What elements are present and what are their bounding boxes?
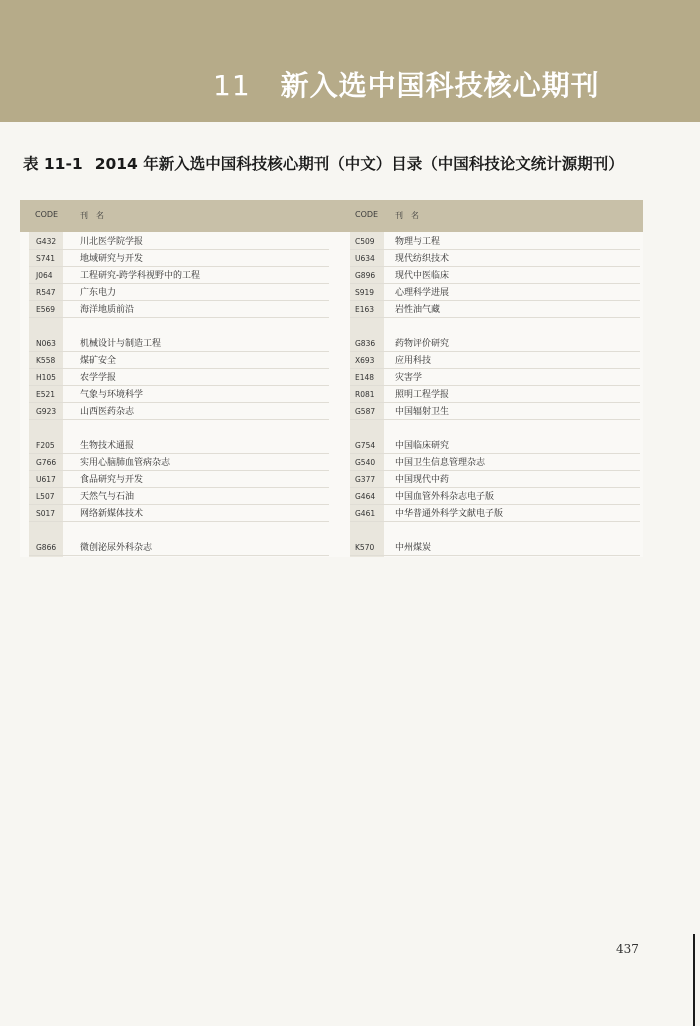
journal-code-right: R081	[355, 390, 375, 399]
journal-name-right: 中华普通外科学文献电子版	[395, 509, 504, 519]
journal-code-right: X693	[355, 356, 375, 365]
row-divider	[29, 470, 329, 471]
table-caption	[23, 152, 624, 174]
header-name-left: 刊 名	[80, 211, 104, 220]
row-divider	[350, 283, 640, 284]
row-divider	[29, 368, 329, 369]
journal-code-left: E569	[36, 305, 56, 314]
journal-name-right: 中国卫生信息管理杂志	[395, 458, 486, 468]
row-divider	[29, 317, 329, 318]
journal-name-left: 煤矿安全	[80, 356, 117, 366]
journal-code-left: U617	[36, 475, 56, 484]
journal-code-right: U634	[355, 254, 375, 263]
journal-code-left: G923	[36, 407, 57, 416]
chapter-title	[213, 64, 600, 104]
journal-code-right: G754	[355, 441, 376, 450]
journal-code-right: E163	[355, 305, 375, 314]
table-caption-label: 表 11-1	[23, 155, 83, 173]
row-divider	[350, 351, 640, 352]
journal-name-right: 应用科技	[395, 356, 432, 366]
journal-name-right: 中国临床研究	[395, 441, 450, 451]
journal-name-left: 网络新媒体技术	[80, 509, 144, 519]
row-divider	[29, 283, 329, 284]
journal-name-right: 中国辐射卫生	[395, 407, 450, 417]
journal-code-right: E148	[355, 373, 375, 382]
row-divider	[29, 453, 329, 454]
journal-name-right: 岩性油气藏	[395, 305, 441, 315]
journal-code-left: F205	[36, 441, 55, 450]
journal-name-right: 现代中医临床	[395, 271, 450, 281]
journal-name-right: 心理科学进展	[395, 288, 450, 298]
row-divider	[350, 419, 640, 420]
row-divider	[29, 300, 329, 301]
journal-code-right: G464	[355, 492, 376, 501]
journal-name-left: 农学学报	[80, 373, 117, 383]
row-divider	[350, 470, 640, 471]
row-divider	[350, 521, 640, 522]
journal-name-right: 物理与工程	[395, 237, 441, 247]
journal-code-right: C509	[355, 237, 375, 246]
journal-name-left: 微创泌尿外科杂志	[80, 543, 153, 553]
row-divider	[350, 453, 640, 454]
journal-code-right: G461	[355, 509, 376, 518]
journal-code-left: E521	[36, 390, 56, 399]
journal-name-right: 照明工程学报	[395, 390, 450, 400]
row-divider	[29, 487, 329, 488]
row-divider	[29, 419, 329, 420]
journal-name-right: 现代纺织技术	[395, 254, 450, 264]
row-divider	[29, 555, 329, 556]
row-divider	[350, 368, 640, 369]
journal-name-right: 药物评价研究	[395, 339, 450, 349]
journal-code-left: K558	[36, 356, 56, 365]
journal-name-right: 中国血管外科杂志电子版	[395, 492, 495, 502]
journal-name-left: 生物技术通报	[80, 441, 135, 451]
chapter-banner	[0, 0, 700, 122]
row-divider	[350, 300, 640, 301]
journal-name-left: 气象与环境科学	[80, 390, 144, 400]
journal-code-left: R547	[36, 288, 56, 297]
journal-code-right: S919	[355, 288, 375, 297]
journal-code-left: G866	[36, 543, 57, 552]
journal-code-left: L507	[36, 492, 55, 501]
journal-name-left: 天然气与石油	[80, 492, 135, 502]
journal-name-left: 川北医学院学报	[80, 237, 144, 247]
row-divider	[29, 249, 329, 250]
journal-code-left: G432	[36, 237, 57, 246]
journal-code-right: G896	[355, 271, 376, 280]
table-caption-text: 2014 年新入选中国科技核心期刊（中文）目录（中国科技论文统计源期刊）	[94, 155, 624, 173]
row-divider	[29, 351, 329, 352]
header-name-right: 刊 名	[395, 211, 419, 220]
journal-name-left: 机械设计与制造工程	[80, 339, 162, 349]
page-number: 437	[616, 942, 639, 956]
journal-code-right: G836	[355, 339, 376, 348]
row-divider	[350, 385, 640, 386]
row-divider	[350, 402, 640, 403]
journal-name-left: 海洋地质前沿	[80, 305, 135, 315]
journal-code-left: N063	[36, 339, 56, 348]
table-header	[20, 200, 643, 232]
row-divider	[29, 521, 329, 522]
row-divider	[350, 249, 640, 250]
row-divider	[350, 317, 640, 318]
journal-name-left: 山西医药杂志	[80, 407, 135, 417]
journal-name-left: 地域研究与开发	[80, 254, 144, 264]
chapter-title-text: 新入选中国科技核心期刊	[280, 69, 600, 102]
journal-name-left: 工程研究-跨学科视野中的工程	[80, 271, 201, 281]
row-divider	[29, 504, 329, 505]
journal-code-left: S741	[36, 254, 56, 263]
header-code-left: CODE	[35, 210, 59, 219]
row-divider	[29, 402, 329, 403]
journal-code-right: G540	[355, 458, 376, 467]
journal-name-right: 灾害学	[395, 373, 423, 383]
journal-code-left: H105	[36, 373, 56, 382]
journal-name-left: 广东电力	[80, 288, 117, 298]
row-divider	[350, 487, 640, 488]
row-divider	[350, 504, 640, 505]
row-divider	[29, 385, 329, 386]
row-divider	[350, 555, 640, 556]
margin-bar	[693, 934, 695, 1026]
journal-table	[20, 200, 643, 557]
row-divider	[29, 266, 329, 267]
journal-name-right: 中州煤炭	[395, 543, 432, 553]
journal-code-right: K570	[355, 543, 375, 552]
journal-name-right: 中国现代中药	[395, 475, 450, 485]
journal-code-left: G766	[36, 458, 57, 467]
row-divider	[350, 266, 640, 267]
journal-name-left: 食品研究与开发	[80, 475, 144, 485]
chapter-number: 11	[213, 69, 251, 102]
journal-code-right: G377	[355, 475, 376, 484]
journal-code-right: G587	[355, 407, 376, 416]
journal-name-left: 实用心脑肺血管病杂志	[80, 458, 171, 468]
journal-code-left: S017	[36, 509, 56, 518]
header-code-right: CODE	[355, 210, 379, 219]
journal-code-left: J064	[36, 271, 53, 280]
